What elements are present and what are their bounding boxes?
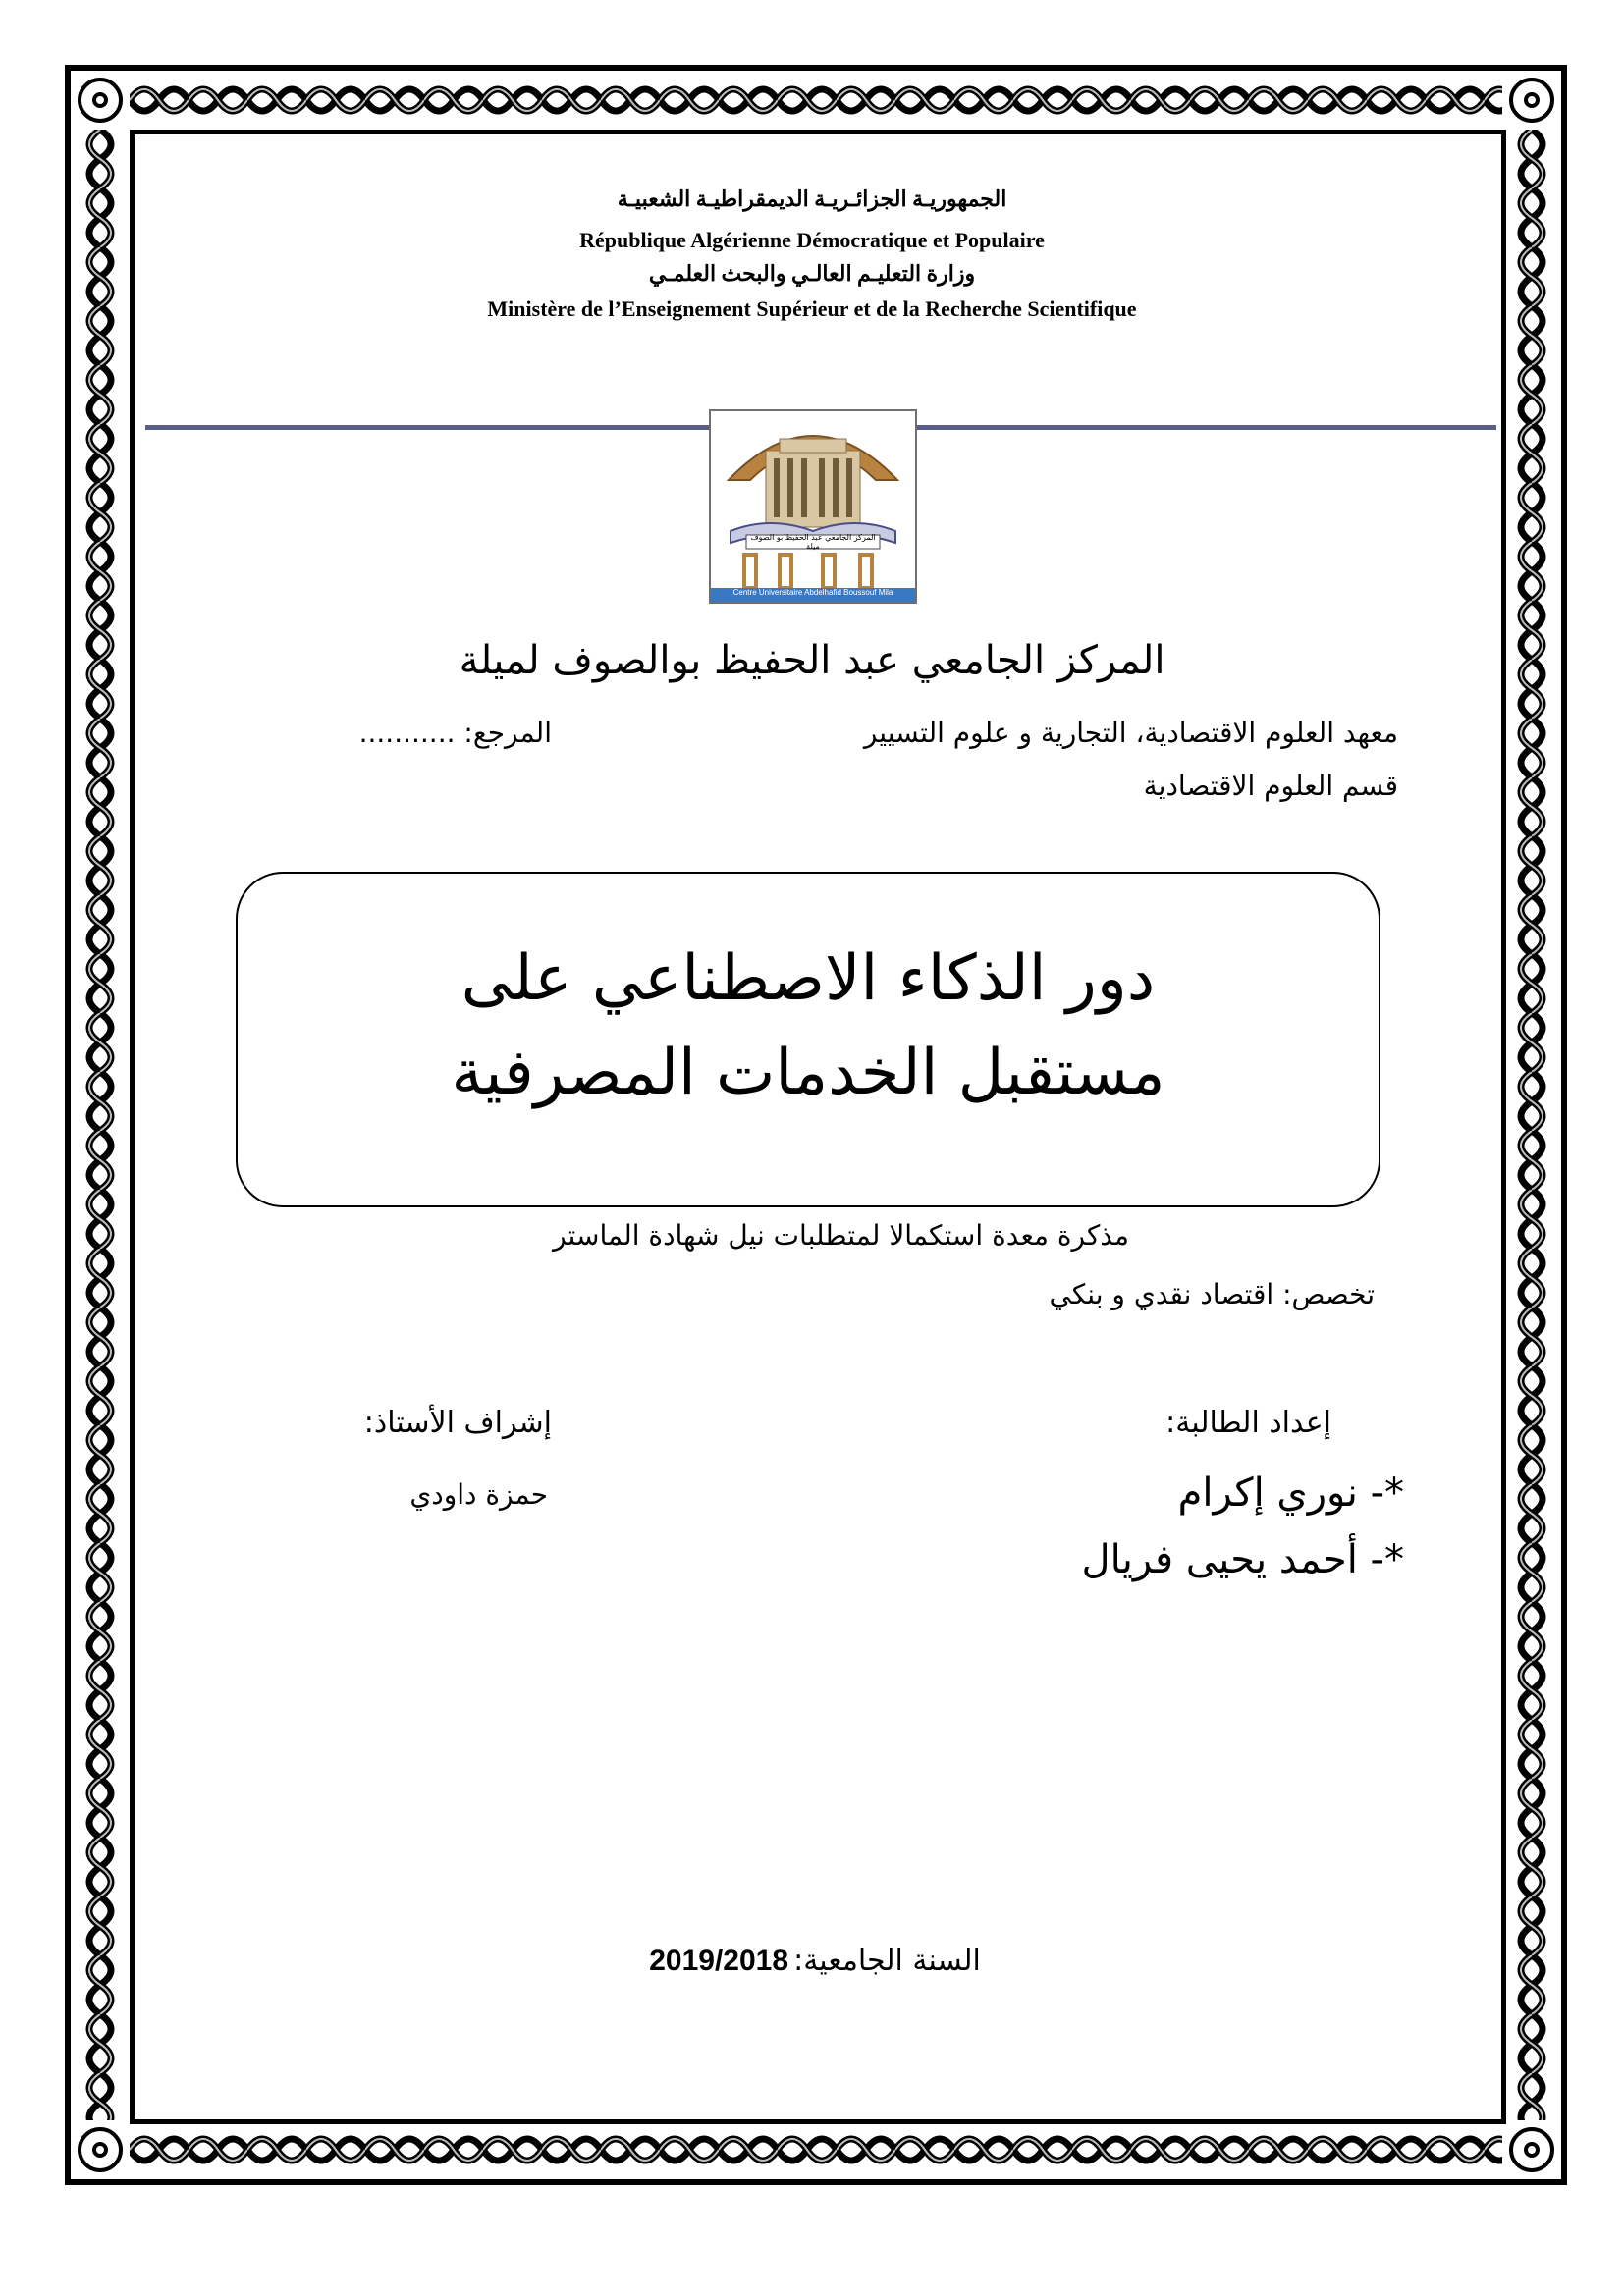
- border-pattern-left: [71, 130, 130, 2120]
- corner-ornament-top-right-icon: [1509, 78, 1554, 123]
- university-building-logo-icon: [711, 411, 915, 602]
- department-name: قسم العلوم الاقتصادية: [1143, 770, 1398, 802]
- border-band-left: [71, 130, 130, 2120]
- thesis-subtitle: مذكرة معدة استكمالا لمتطلبات نيل شهادة الماستر: [553, 1219, 1129, 1252]
- thesis-title-line1: دور الذكاء الاصطناعي على: [460, 942, 1156, 1015]
- student-name-1: *- نوري إكرام: [1177, 1470, 1404, 1516]
- logo-arabic-caption: المركز الجامعي عبد الحفيظ بو الصوف ميلة: [750, 533, 876, 551]
- border-pattern-bottom: [71, 2120, 1561, 2179]
- border-band-bottom: [71, 2120, 1561, 2179]
- academic-year-label: السنة الجامعية:: [793, 1944, 981, 1978]
- center-name: المركز الجامعي عبد الحفيظ بوالصوف لميلة: [459, 638, 1165, 683]
- thesis-title-line2: مستقبل الخدمات المصرفية: [451, 1037, 1165, 1109]
- logo-french-caption: Centre Universitaire Abdelhafid Boussouf Mila: [732, 588, 893, 597]
- header-ministry-french: Ministère de l’Enseignement Supérieur et de la Recherche Scientifique: [487, 296, 1137, 321]
- university-logo: [709, 409, 917, 604]
- student-name-2: *- أحمد يحيى فريال: [1081, 1537, 1404, 1582]
- border-pattern-right: [1502, 130, 1561, 2120]
- header-republic-arabic: الجمهوريـة الجزائـريـة الديمقراطيـة الشعبيـة: [617, 187, 1007, 211]
- thesis-title-box: [236, 872, 1380, 1207]
- reference-field: المرجع: ...........: [358, 717, 552, 749]
- supervisor-label: إشراف الأستاذ:: [363, 1406, 552, 1440]
- border-band-top: [71, 71, 1561, 130]
- thesis-specialty: تخصص: اقتصاد نقدي و بنكي: [1049, 1278, 1375, 1310]
- border-band-right: [1502, 130, 1561, 2120]
- institute-name: معهد العلوم الاقتصادية، التجارية و علوم التسيير: [863, 717, 1398, 749]
- border-pattern-top: [71, 71, 1561, 130]
- header-ministry-arabic: وزارة التعليـم العالـي والبحث العلمـي: [648, 261, 976, 286]
- academic-year: [442, 1944, 1188, 1978]
- corner-ornament-bottom-right-icon: [1509, 2127, 1554, 2172]
- students-label: إعداد الطالبة:: [1165, 1406, 1331, 1440]
- corner-ornament-top-left-icon: [78, 78, 123, 123]
- header-republic-french: République Algérienne Démocratique et Populaire: [579, 228, 1045, 252]
- supervisor-name: حمزة داودي: [409, 1478, 548, 1511]
- academic-year-value: 2019/2018: [649, 1945, 789, 1977]
- corner-ornament-bottom-left-icon: [78, 2127, 123, 2172]
